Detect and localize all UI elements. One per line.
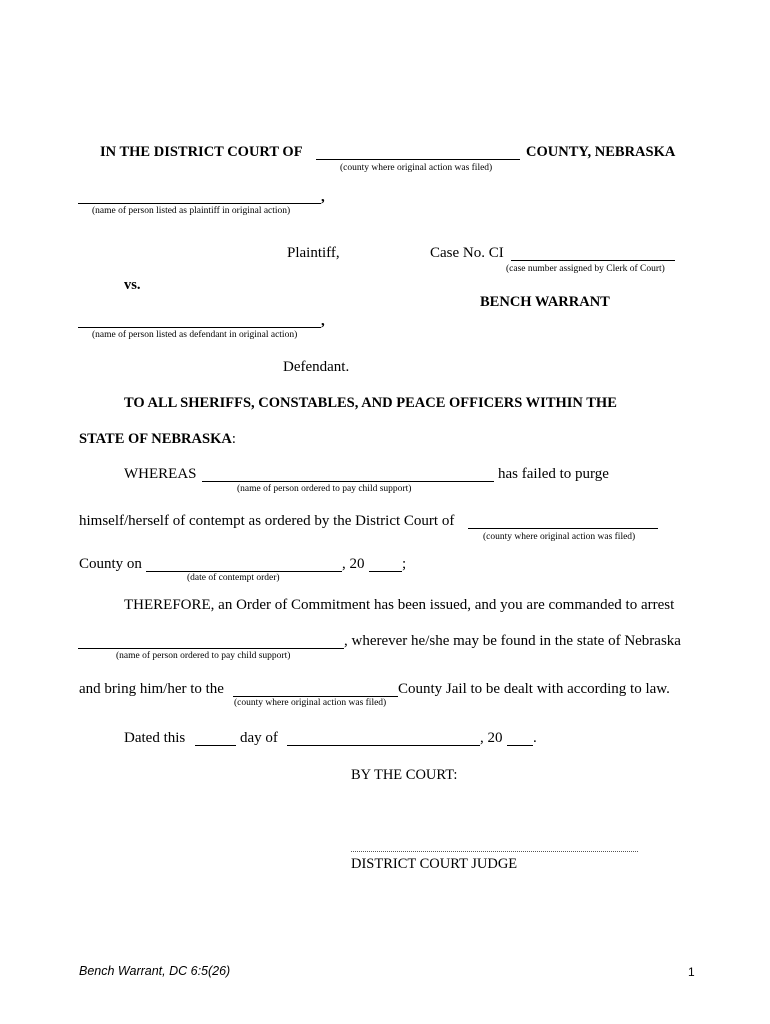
bring-label: and bring him/her to the [79,681,224,697]
court-header-prefix: IN THE DISTRICT COURT OF [100,144,303,160]
defendant-caption: (name of person listed as defendant in original action) [92,330,298,340]
therefore-text: THEREFORE, an Order of Commitment has been issued, and you are commanded to arrest [124,597,675,613]
county-caption: (county where original action was filed) [340,163,493,173]
address-line-1: TO ALL SHERIFFS, CONSTABLES, AND PEACE OFFICERS WITHIN THE [124,395,617,411]
arrest-name-caption: (name of person ordered to pay child support) [116,651,291,661]
case-number-field[interactable] [511,245,675,261]
case-number-label: Case No. CI [430,245,504,261]
dated-label: Dated this [124,730,186,746]
contempt-county-caption: (county where original action was filed) [483,532,636,542]
contempt-county-field[interactable] [468,513,658,529]
contempt-year-field[interactable] [369,556,402,572]
county-on-end: ; [402,556,407,572]
court-header-suffix: COUNTY, NEBRASKA [526,144,676,160]
dated-month-field[interactable] [287,730,480,746]
judge-label: DISTRICT COURT JUDGE [351,856,518,872]
plaintiff-caption: (name of person listed as plaintiff in original action) [92,206,291,216]
defendant-label: Defendant. [283,359,350,375]
contempt-date-field[interactable] [146,556,342,572]
case-number-caption: (case number assigned by Clerk of Court) [506,264,665,274]
defendant-name-field[interactable] [78,312,321,328]
judge-signature-line[interactable] [351,838,638,852]
dated-day-field[interactable] [195,730,236,746]
document-title: BENCH WARRANT [480,294,610,310]
county-on-label: County on [79,556,142,572]
whereas-tail: has failed to purge [498,466,609,482]
whereas-label: WHEREAS [124,466,197,482]
plaintiff-label: Plaintiff, [287,245,340,261]
arrest-name-field[interactable] [78,633,344,649]
dated-end: . [533,730,537,746]
jail-county-caption: (county where original action was filed) [234,698,387,708]
jail-county-field[interactable] [233,681,398,697]
contempt-text: himself/herself of contempt as ordered by the District Court of [79,513,455,529]
address-colon: : [231,431,236,447]
day-of-label: day of [240,730,278,746]
dated-year-field[interactable] [507,730,533,746]
address-line-2 [79,431,236,448]
dated-year-prefix: , 20 [480,730,503,746]
whereas-caption: (name of person ordered to pay child support) [237,484,412,494]
contempt-date-caption: (date of contempt order) [187,573,280,583]
wherever-text: , wherever he/she may be found in the state of Nebraska [344,633,681,649]
vs-label: vs. [124,277,141,293]
plaintiff-name-field[interactable] [78,188,321,204]
by-the-court: BY THE COURT: [351,767,458,783]
state-of-nebraska: STATE OF NEBRASKA [79,431,232,447]
county-name-field[interactable] [316,144,520,160]
whereas-name-field[interactable] [202,466,494,482]
county-on-year-prefix: , 20 [342,556,365,572]
page-number: 1 [688,965,695,979]
form-id: Bench Warrant, DC 6:5(26) [79,964,231,978]
bring-tail: County Jail to be dealt with according to law. [398,681,670,697]
defendant-comma: , [321,313,325,329]
plaintiff-comma: , [321,189,325,205]
